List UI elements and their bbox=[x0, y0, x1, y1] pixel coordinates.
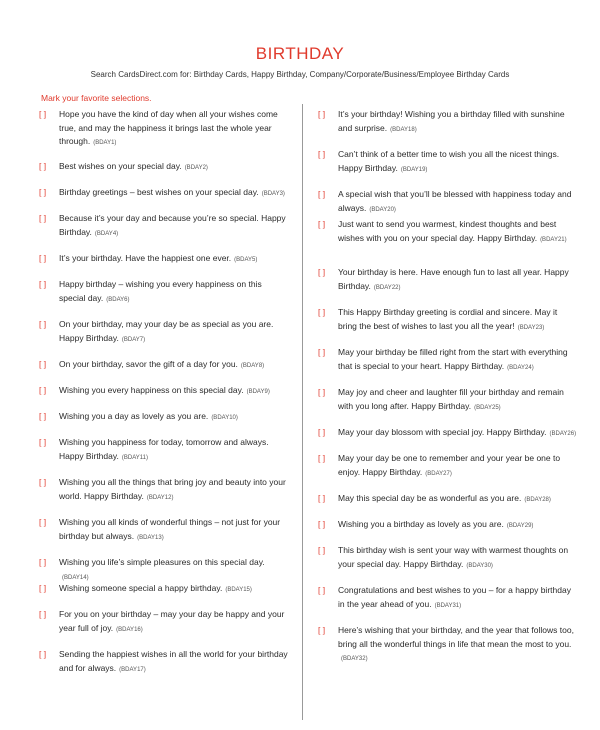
message-text: Congratulations and best wishes to you – for a happy birthday in the year ahead of you. bbox=[338, 585, 571, 609]
column-divider bbox=[302, 104, 303, 720]
message-text: It’s your birthday! Wishing you a birthday filled with sunshine and surprise. bbox=[338, 109, 565, 133]
message-text: Sending the happiest wishes in all the world for your birthday and for always. bbox=[59, 649, 288, 673]
selection-checkbox[interactable]: [ ] bbox=[318, 109, 326, 119]
message-code: (BDAY17) bbox=[119, 666, 146, 673]
message-option[interactable] bbox=[318, 108, 578, 137]
message-code: (BDAY1) bbox=[93, 140, 117, 146]
selection-checkbox[interactable]: [ ] bbox=[39, 161, 47, 171]
message-option[interactable] bbox=[318, 518, 578, 534]
selection-checkbox[interactable]: [ ] bbox=[39, 319, 47, 329]
message-code: (BDAY10) bbox=[211, 415, 238, 421]
message-text: This birthday wish is sent your way with warmest thoughts on your special day. Happy Birthday. bbox=[338, 545, 569, 569]
message-text: Your birthday is here. Have enough fun to last all year. Happy Birthday. bbox=[338, 267, 569, 291]
message-text: For you on your birthday – may your day be happy and your year full of joy. bbox=[59, 609, 285, 633]
message-code: (BDAY4) bbox=[94, 230, 119, 237]
message-option[interactable] bbox=[39, 410, 289, 426]
selection-checkbox[interactable]: [ ] bbox=[39, 253, 47, 263]
message-text: Wishing you every happiness on this special day. bbox=[59, 385, 244, 395]
message-code: (BDAY5) bbox=[234, 257, 258, 263]
message-option[interactable] bbox=[39, 212, 289, 241]
selection-checkbox[interactable]: [ ] bbox=[318, 219, 326, 229]
message-text: Wishing you all kinds of wonderful things – not just for your birthday but always. bbox=[59, 517, 281, 541]
message-code: (BDAY31) bbox=[434, 602, 462, 609]
message-text: This Happy Birthday greeting is cordial and sincere. May it bring the best of wishes to last you all the year! bbox=[338, 307, 558, 331]
message-option[interactable] bbox=[318, 452, 578, 481]
selection-checkbox[interactable]: [ ] bbox=[318, 545, 326, 555]
message-option[interactable] bbox=[39, 608, 289, 637]
message-text: Wishing you life’s simple pleasures on this special day. bbox=[59, 557, 265, 567]
message-option[interactable] bbox=[39, 648, 289, 677]
message-text: Best wishes on your special day. bbox=[59, 161, 182, 171]
selection-checkbox[interactable]: [ ] bbox=[318, 387, 326, 397]
message-option[interactable] bbox=[318, 188, 578, 217]
message-option[interactable] bbox=[318, 584, 578, 613]
message-code: (BDAY2) bbox=[184, 165, 208, 171]
message-text: May your day blossom with special joy. Happy Birthday. bbox=[338, 427, 547, 437]
message-code: (BDAY3) bbox=[261, 191, 285, 197]
message-option[interactable] bbox=[39, 278, 289, 307]
message-option[interactable] bbox=[318, 624, 578, 667]
message-option[interactable] bbox=[39, 516, 289, 545]
message-option[interactable] bbox=[39, 436, 289, 465]
message-option[interactable] bbox=[318, 218, 578, 247]
message-code: (BDAY22) bbox=[373, 284, 401, 291]
selection-checkbox[interactable]: [ ] bbox=[39, 649, 47, 659]
selection-checkbox[interactable]: [ ] bbox=[318, 149, 326, 159]
selection-checkbox[interactable]: [ ] bbox=[39, 213, 47, 223]
message-option[interactable] bbox=[39, 582, 289, 598]
message-code: (BDAY12) bbox=[146, 494, 174, 501]
message-code: (BDAY28) bbox=[524, 497, 551, 503]
message-option[interactable] bbox=[318, 492, 578, 508]
message-code: (BDAY15) bbox=[225, 587, 252, 593]
message-code: (BDAY8) bbox=[240, 363, 265, 369]
selection-checkbox[interactable]: [ ] bbox=[39, 279, 47, 289]
message-option[interactable] bbox=[39, 186, 289, 202]
selection-checkbox[interactable]: [ ] bbox=[318, 427, 326, 437]
selection-checkbox[interactable]: [ ] bbox=[318, 189, 326, 199]
message-option[interactable] bbox=[39, 556, 289, 585]
selection-checkbox[interactable]: [ ] bbox=[39, 385, 47, 395]
selection-checkbox[interactable]: [ ] bbox=[39, 609, 47, 619]
message-text: On your birthday, may your day be as special as you are. Happy Birthday. bbox=[59, 319, 274, 343]
message-code: (BDAY32) bbox=[341, 656, 368, 662]
message-code: (BDAY20) bbox=[369, 206, 396, 213]
message-option[interactable] bbox=[39, 318, 289, 347]
message-option[interactable] bbox=[318, 544, 578, 573]
selection-checkbox[interactable]: [ ] bbox=[318, 585, 326, 595]
selection-checkbox[interactable]: [ ] bbox=[39, 583, 47, 593]
message-code: (BDAY11) bbox=[121, 454, 148, 461]
message-code: (BDAY14) bbox=[62, 574, 89, 581]
selection-checkbox[interactable]: [ ] bbox=[318, 307, 326, 317]
message-code: (BDAY29) bbox=[506, 523, 534, 529]
message-text: Here’s wishing that your birthday, and the year that follows too, bring all the wonderful things in life that mean the most to you. bbox=[338, 625, 574, 649]
message-text: Birthday greetings – best wishes on your special day. bbox=[59, 187, 259, 197]
message-code: (BDAY25) bbox=[474, 404, 501, 411]
message-code: (BDAY18) bbox=[390, 126, 417, 133]
message-text: Wishing you all the things that bring joy and beauty into your world. Happy Birthday. bbox=[59, 477, 286, 501]
message-code: (BDAY13) bbox=[137, 534, 164, 541]
selection-checkbox[interactable]: [ ] bbox=[39, 517, 47, 527]
selection-checkbox[interactable]: [ ] bbox=[39, 187, 47, 197]
message-text: May your birthday be filled right from the start with everything that is special to your heart. Happy Birthday. bbox=[338, 347, 568, 371]
message-text: On your birthday, savor the gift of a day for you. bbox=[59, 359, 238, 369]
message-text: Just want to send you warmest, kindest thoughts and best wishes with you on your special day. Happy Birthday. bbox=[338, 219, 557, 243]
selection-checkbox[interactable]: [ ] bbox=[39, 359, 47, 369]
message-code: (BDAY24) bbox=[507, 364, 534, 371]
selection-checkbox[interactable]: [ ] bbox=[318, 519, 326, 529]
message-text: A special wish that you’ll be blessed with happiness today and always. bbox=[338, 189, 572, 213]
message-option[interactable] bbox=[318, 266, 578, 295]
message-text: Wishing you happiness for today, tomorrow and always. Happy Birthday. bbox=[59, 437, 269, 461]
selection-checkbox[interactable]: [ ] bbox=[318, 347, 326, 357]
selection-checkbox[interactable]: [ ] bbox=[39, 437, 47, 447]
selection-checkbox[interactable]: [ ] bbox=[318, 625, 326, 635]
selection-checkbox[interactable]: [ ] bbox=[39, 109, 47, 119]
message-text: It’s your birthday. Have the happiest one ever. bbox=[59, 253, 232, 263]
message-text: Because it’s your day and because you’re so special. Happy Birthday. bbox=[59, 213, 286, 237]
message-text: Wishing you a birthday as lovely as you are. bbox=[338, 519, 504, 529]
selection-checkbox[interactable]: [ ] bbox=[318, 493, 326, 503]
selection-checkbox[interactable]: [ ] bbox=[39, 557, 47, 567]
message-text: May this special day be as wonderful as you are. bbox=[338, 493, 522, 503]
message-text: Wishing you a day as lovely as you are. bbox=[59, 411, 209, 421]
selection-checkbox[interactable]: [ ] bbox=[39, 411, 47, 421]
message-text: May your day be one to remember and your year be one to enjoy. Happy Birthday. bbox=[338, 453, 561, 477]
message-code: (BDAY7) bbox=[121, 336, 146, 343]
message-option[interactable] bbox=[318, 306, 578, 335]
message-option[interactable] bbox=[39, 160, 289, 176]
message-code: (BDAY23) bbox=[517, 324, 545, 331]
message-code: (BDAY9) bbox=[246, 389, 270, 395]
instruction-text: Mark your favorite selections. bbox=[41, 93, 152, 103]
message-option[interactable] bbox=[39, 252, 289, 268]
message-code: (BDAY16) bbox=[116, 626, 143, 633]
message-code: (BDAY30) bbox=[466, 562, 493, 569]
message-text: Happy birthday – wishing you every happiness on this special day. bbox=[59, 279, 262, 303]
selection-checkbox[interactable]: [ ] bbox=[39, 477, 47, 487]
message-option[interactable] bbox=[39, 476, 289, 505]
message-code: (BDAY21) bbox=[540, 236, 567, 243]
message-code: (BDAY27) bbox=[425, 470, 452, 477]
message-text: Wishing someone special a happy birthday. bbox=[59, 583, 223, 593]
message-option[interactable] bbox=[39, 358, 289, 374]
message-option[interactable] bbox=[318, 346, 578, 375]
message-option[interactable] bbox=[318, 386, 578, 415]
message-option[interactable] bbox=[39, 384, 289, 400]
message-code: (BDAY6) bbox=[106, 296, 130, 303]
selection-checkbox[interactable]: [ ] bbox=[318, 453, 326, 463]
message-text: May joy and cheer and laughter fill your birthday and remain with you long after. Happy Birthday. bbox=[338, 387, 564, 411]
selection-checkbox[interactable]: [ ] bbox=[318, 267, 326, 277]
message-code: (BDAY19) bbox=[400, 166, 428, 173]
message-option[interactable] bbox=[39, 108, 289, 151]
message-text: Can’t think of a better time to wish you all the nicest things. Happy Birthday. bbox=[338, 149, 560, 173]
page-title: BIRTHDAY bbox=[255, 44, 345, 63]
message-option[interactable] bbox=[318, 148, 578, 177]
message-option[interactable] bbox=[318, 426, 578, 442]
search-hint: Search CardsDirect.com for: Birthday Cards, Happy Birthday, Company/Corporate/Business/Employee Birthday Cards bbox=[90, 70, 510, 79]
message-code: (BDAY26) bbox=[549, 431, 577, 437]
message-text: Hope you have the kind of day when all your wishes come true, and may the happiness it brings last the whole year through. bbox=[59, 109, 278, 146]
